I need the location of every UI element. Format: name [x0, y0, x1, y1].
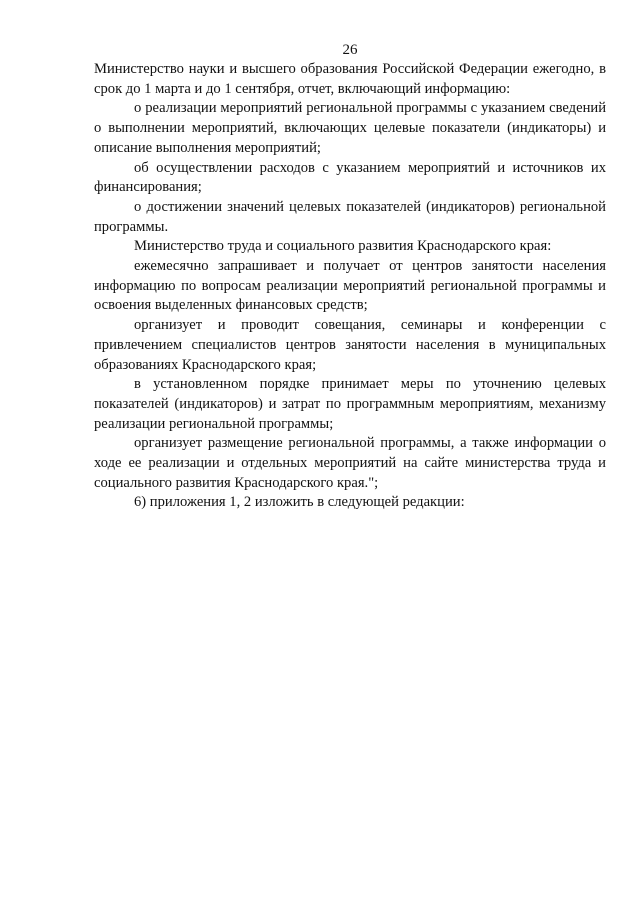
paragraph-6: ежемесячно запрашивает и получает от центров занятости населения информацию по вопросам реализации мероприятий региональной программы и освоения выделенных финансовых средств;: [94, 258, 606, 314]
paragraph-3: об осуществлении расходов с указанием мероприятий и источников их финансирования;: [94, 159, 606, 196]
paragraph-10: 6) приложения 1, 2 изложить в следующей редакции:: [134, 494, 465, 511]
paragraph-4: о достижении значений целевых показателей (индикаторов) региональной программы.: [94, 198, 606, 235]
paragraph-2: о реализации мероприятий региональной программы с указанием сведений о выполнении мероприятий, включающих целевые показатели (индикаторы) и описание выполнения мероприятий;: [94, 100, 606, 156]
paragraph-7: организует и проводит совещания, семинары и конференции с привлечением специалистов центров занятости населения в муниципальных образованиях Краснодарского края;: [94, 317, 606, 373]
document-body: [94, 60, 606, 513]
paragraph-5: Министерство труда и социального развития Краснодарского края:: [134, 238, 552, 255]
paragraph-9: организует размещение региональной программы, а также информации о ходе ее реализации и отдельных мероприятий на сайте министерства труда и социального развития Краснодарского края.";: [94, 435, 606, 491]
page-number: 26: [342, 42, 358, 58]
paragraph-8: в установленном порядке принимает меры по уточнению целевых показателей (индикаторов) и затрат по программным мероприятиям, механизму реализации региональной программы;: [94, 376, 606, 432]
paragraph-1: Министерство науки и высшего образования Российской Федерации ежегодно, в срок до 1 марта и до 1 сентября, отчет, включающий информацию:: [94, 61, 606, 97]
